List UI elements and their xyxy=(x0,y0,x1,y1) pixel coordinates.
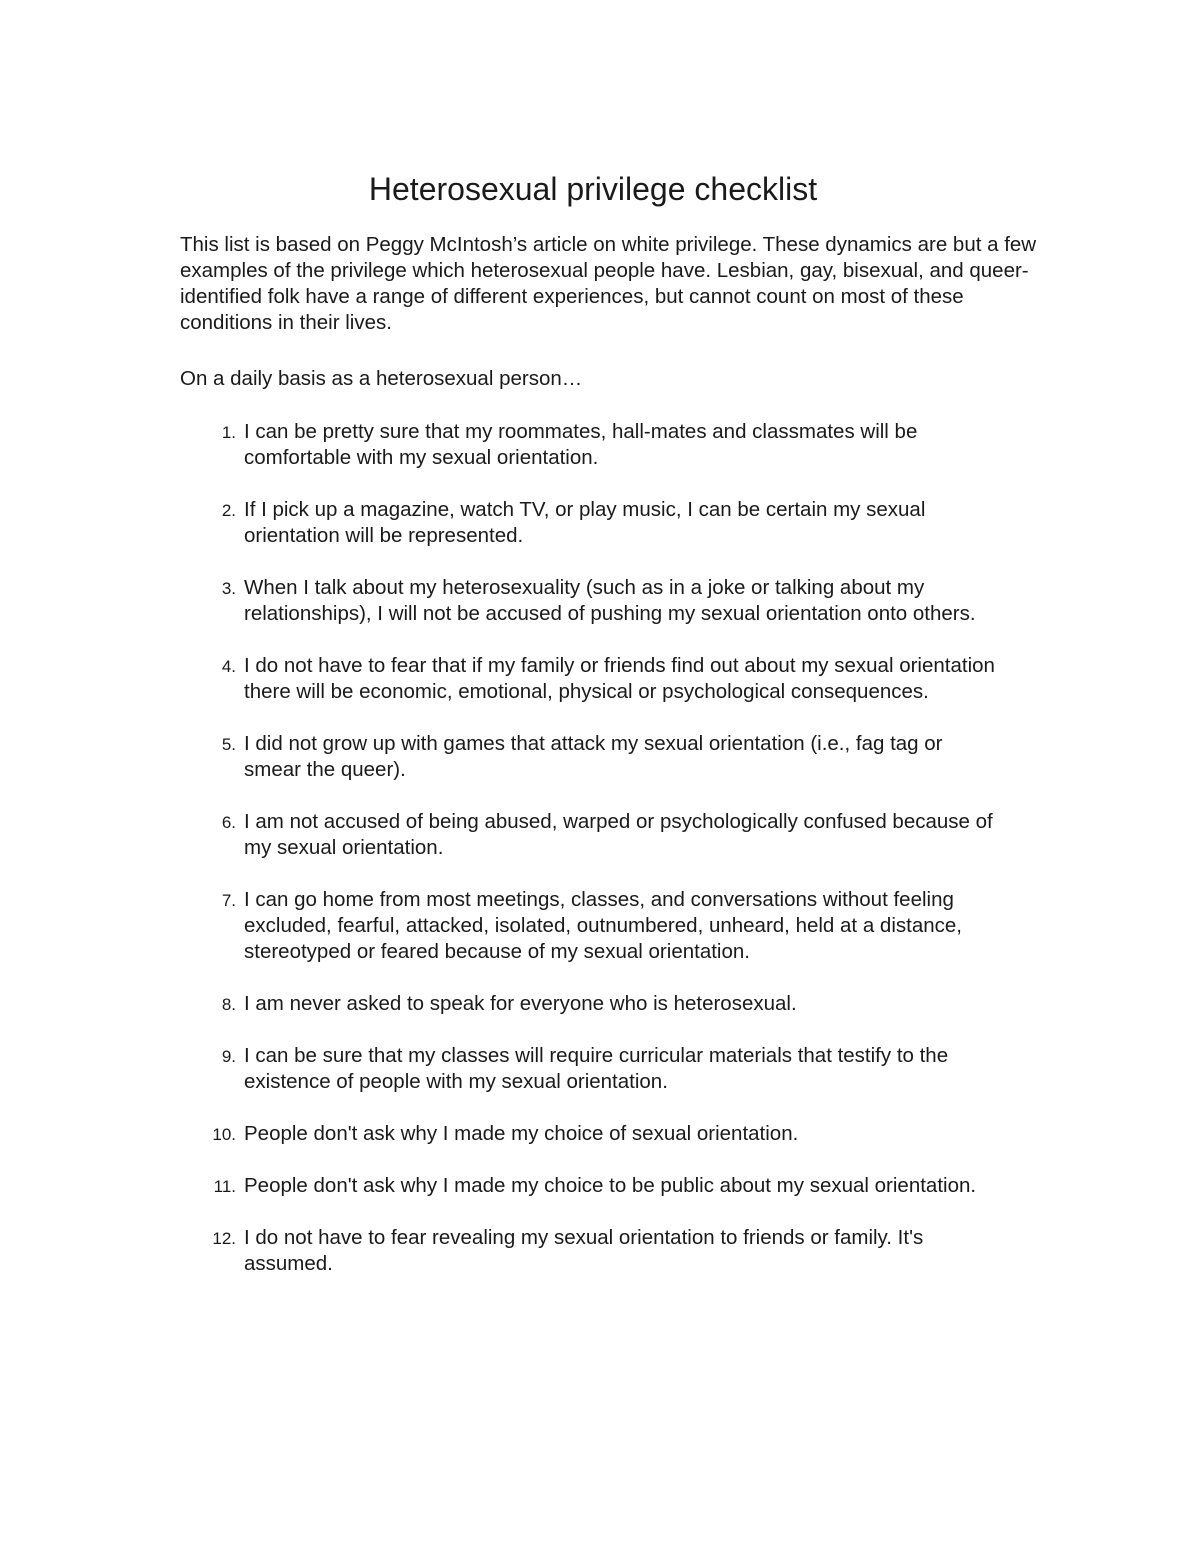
item-text: People don't ask why I made my choice to be public about my sexual orientation. xyxy=(244,1174,977,1197)
checklist-item xyxy=(0,731,1004,783)
checklist-item xyxy=(0,1121,1004,1147)
item-text: If I pick up a magazine, watch TV, or play music, I can be certain my sexual orientation will be represented. xyxy=(244,498,926,547)
item-text: When I talk about my heterosexuality (such as in a joke or talking about my relationships), I will not be accused of pushing my sexual orientation onto others. xyxy=(244,576,976,625)
checklist-item xyxy=(0,497,1004,549)
item-number: 6. xyxy=(221,813,236,832)
checklist-item xyxy=(0,1173,1004,1199)
lead-in-text: On a daily basis as a heterosexual person… xyxy=(180,367,583,390)
item-text: I did not grow up with games that attack my sexual orientation (i.e., fag tag or smear the queer). xyxy=(244,732,943,781)
checklist-item xyxy=(0,419,1004,471)
checklist-item xyxy=(0,887,1004,965)
item-number: 7. xyxy=(221,891,236,910)
item-number: 10. xyxy=(212,1125,236,1144)
item-number: 1. xyxy=(221,423,236,442)
item-number: 8. xyxy=(221,995,236,1014)
checklist-item xyxy=(0,1225,1004,1277)
checklist-item xyxy=(0,991,1004,1017)
item-number: 12. xyxy=(212,1229,236,1248)
item-text: I can be pretty sure that my roommates, hall-mates and classmates will be comfortable with my sexual orientation. xyxy=(244,420,918,469)
item-number: 2. xyxy=(221,501,236,520)
item-number: 3. xyxy=(221,579,236,598)
checklist-item xyxy=(0,1043,1004,1095)
item-number: 9. xyxy=(221,1047,236,1066)
item-text: I do not have to fear that if my family or friends find out about my sexual orientation there will be economic, emotional, physical or psychological consequences. xyxy=(244,654,995,703)
item-text: People don't ask why I made my choice of sexual orientation. xyxy=(244,1122,799,1145)
privilege-checklist xyxy=(0,419,1200,1303)
checklist-item xyxy=(0,575,1004,627)
item-number: 11. xyxy=(213,1177,236,1196)
item-text: I can go home from most meetings, classes, and conversations without feeling excluded, fearful, attacked, isolated, outnumbered, unheard, held at a distance, stereotyped or feared because of my sexual orientation. xyxy=(244,888,962,963)
item-text: I am not accused of being abused, warped or psychologically confused because of my sexual orientation. xyxy=(244,810,993,859)
checklist-item xyxy=(0,653,1004,705)
item-text: I do not have to fear revealing my sexual orientation to friends or family. It's assumed. xyxy=(244,1226,924,1275)
checklist-item xyxy=(0,809,1004,861)
item-number: 4. xyxy=(221,657,236,676)
item-text: I am never asked to speak for everyone who is heterosexual. xyxy=(244,992,797,1015)
intro-paragraph: This list is based on Peggy McIntosh’s article on white privilege. These dynamics are but a few examples of the privilege which heterosexual people have. Lesbian, gay, bisexual, and queer-identified folk have a range of different experiences, but cannot count on most of these conditions in their lives. xyxy=(180,233,1037,334)
item-text: I can be sure that my classes will require curricular materials that testify to the existence of people with my sexual orientation. xyxy=(244,1044,949,1093)
document-title: Heterosexual privilege checklist xyxy=(368,171,818,207)
item-number: 5. xyxy=(221,735,236,754)
